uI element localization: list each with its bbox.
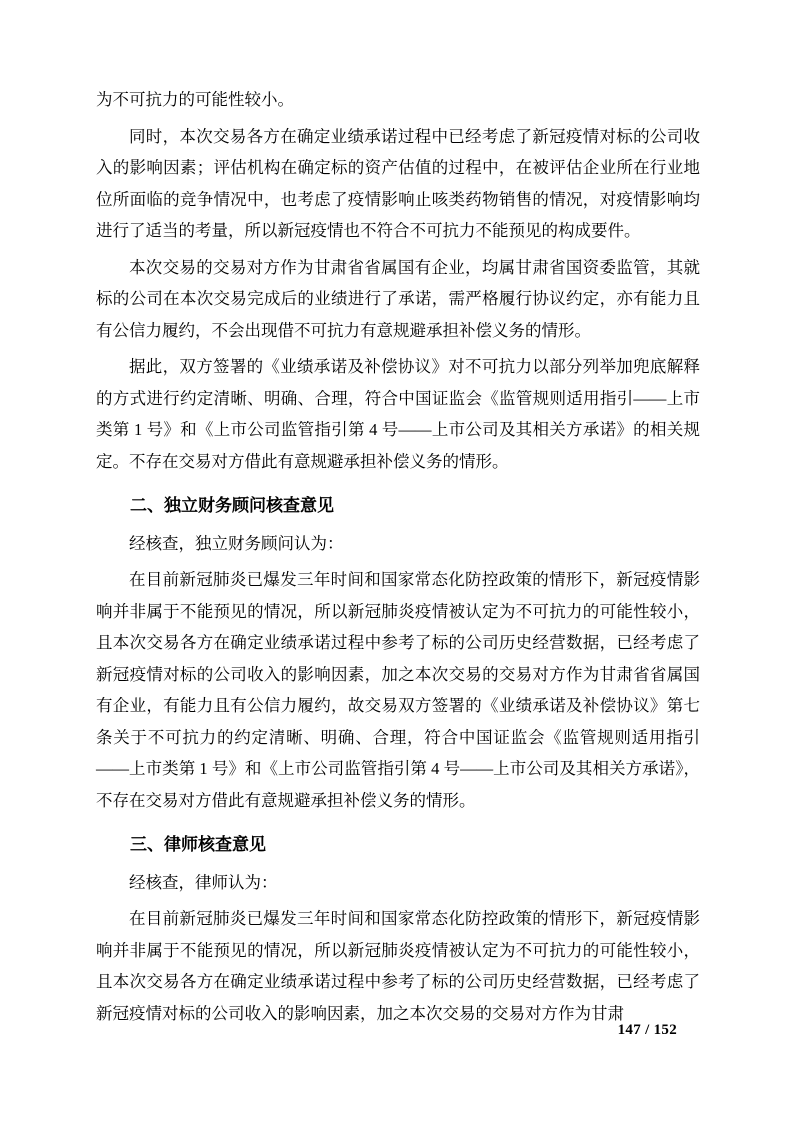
body-paragraph-continuation: 为不可抗力的可能性较小。: [96, 90, 294, 109]
body-paragraph: 经核查，独立财务顾问认为：: [129, 533, 344, 553]
section-heading-lawyer-opinion: 三、律师核查意见: [130, 835, 266, 854]
body-paragraph: 在目前新冠肺炎已爆发三年时间和国家常态化防控政策的情形下，新冠疫情影响并非属于不能预见的情况，所以新冠肺炎疫情被认定为不可抗力的可能性较小，且本次交易各方在确定业绩承诺过程中参考了标的公司历史经营数据，已经考虑了新冠疫情对标的公司收入的影响因素，加之本次交易的交易对方作为甘肃: [96, 909, 700, 1023]
section-heading-financial-advisor-opinion: 二、独立财务顾问核查意见: [130, 496, 334, 515]
body-paragraph: 据此，双方签署的《业绩承诺及补偿协议》对不可抗力以部分列举加兜底解释的方式进行约定清晰、明确、合理，符合中国证监会《监管规则适用指引——上市类第 1 号》和《上市公司监管指引第 4 号——上市公司及其相关方承诺》的相关规定。不存在交易对方借此有意规避承担补偿义务的情形。: [96, 357, 700, 471]
body-paragraph: 同时，本次交易各方在确定业绩承诺过程中已经考虑了新冠疫情对标的公司收入的影响因素；评估机构在确定标的资产估值的过程中，在被评估企业所在行业地位所面临的竞争情况中，也考虑了疫情影响止咳类药物销售的情况，对疫情影响均进行了适当的考量，所以新冠疫情也不符合不可抗力不能预见的构成要件。: [96, 126, 700, 240]
body-paragraph: 经核查，律师认为：: [129, 872, 278, 892]
body-paragraph: 在目前新冠肺炎已爆发三年时间和国家常态化防控政策的情形下，新冠疫情影响并非属于不能预见的情况，所以新冠肺炎疫情被认定为不可抗力的可能性较小，且本次交易各方在确定业绩承诺过程中参考了标的公司历史经营数据，已经考虑了新冠疫情对标的公司收入的影响因素，加之本次交易的交易对方作为甘肃省省属国有企业，有能力且有公信力履约，故交易双方签署的《业绩承诺及补偿协议》第七条关于不可抗力的约定清晰、明确、合理，符合中国证监会《监管规则适用指引——上市类第 1 号》和《上市公司监管指引第 4 号——上市公司及其相关方承诺》，不存在交易对方借此有意规避承担补偿义务的情形。: [96, 570, 700, 810]
page-content: [96, 84, 700, 1029]
page-number: 147 / 152: [617, 1022, 677, 1038]
body-paragraph: 本次交易的交易对方作为甘肃省省属国有企业，均属甘肃省国资委监管，其就标的公司在本次交易完成后的业绩进行了承诺，需严格履行协议约定，亦有能力且有公信力履约，不会出现借不可抗力有意规避承担补偿义务的情形。: [96, 257, 700, 340]
